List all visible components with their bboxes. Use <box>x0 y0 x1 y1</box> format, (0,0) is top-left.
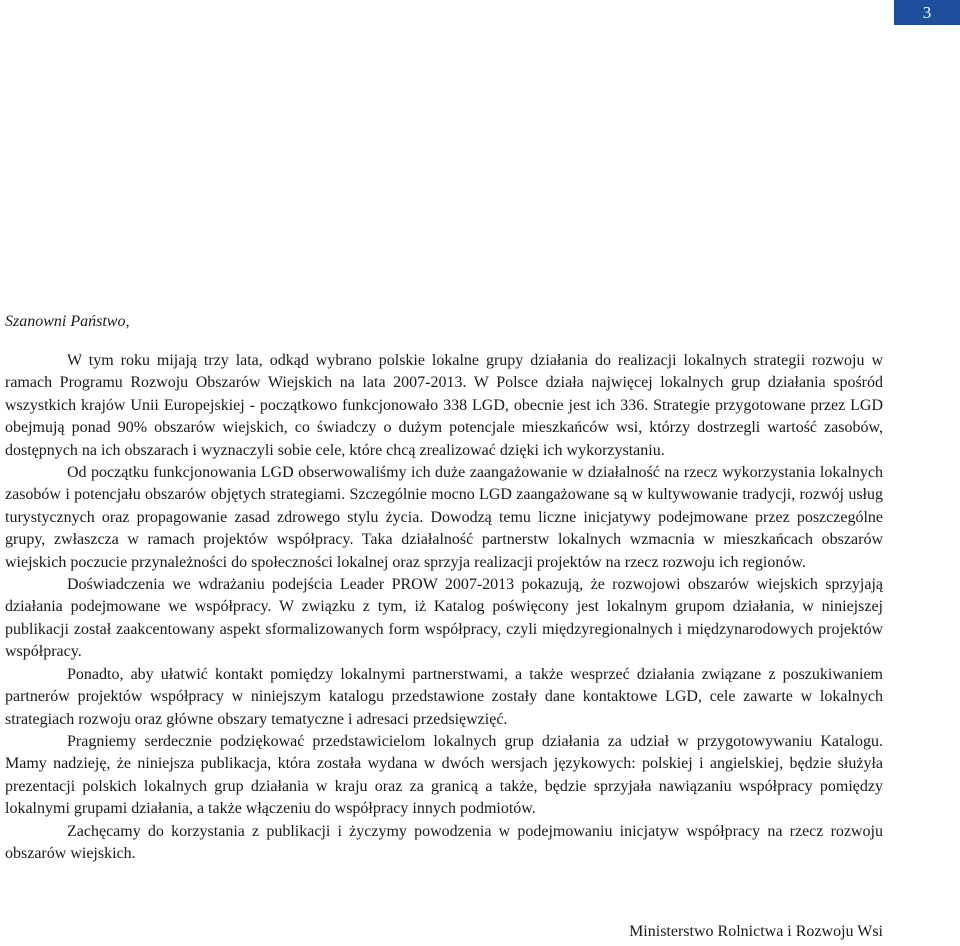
paragraph: W tym roku mijają trzy lata, odkąd wybrano polskie lokalne grupy działania do realizacji lokalnych strategii rozwoju w ramach Programu Rozwoju Obszarów Wiejskich na lata 2007-2013. W Polsce działa najwięcej lokalnych grup działania spośród wszystkich krajów Unii Europejskiej - początkowo funkcjonowało 338 LGD, obecnie jest ich 336. Strategie przygotowane przez LGD obejmują ponad 90% obszarów wiejskich, co świadczy o dużym potencjale mieszkańców wsi, którzy dostrzegli wartość zasobów, dostępnych na ich obszarach i wyznaczyli sobie cele, które chcą zrealizować dzięki ich wykorzystaniu. <box>5 352 883 459</box>
page-number: 3 <box>894 0 960 25</box>
salutation: Szanowni Państwo, <box>5 313 130 330</box>
paragraph: Zachęcamy do korzystania z publikacji i życzymy powodzenia w podejmowaniu inicjatyw współpracy na rzecz rozwoju obszarów wiejskich. <box>5 822 883 862</box>
paragraph: Doświadczenia we wdrażaniu podejścia Leader PROW 2007-2013 pokazują, że rozwojowi obszarów wiejskich sprzyjają działania podejmowane we współpracy. W związku z tym, iż Katalog poświęcony jest lokalnym grupom działania, w niniejszej publikacji został zaakcentowany aspekt sformalizowanych form współpracy, czyli międzyregionalnych i międzynarodowych projektów współpracy. <box>5 576 883 661</box>
paragraph: Ponadto, aby ułatwić kontakt pomiędzy lokalnymi partnerstwami, a także wesprzeć działania związane z poszukiwaniem partnerów projektów współpracy w niniejszym katalogu przedstawione zostały dane kontaktowe LGD, cele zawarte w lokalnych strategiach rozwoju oraz główne obszary tematyczne i adresaci przedsięwzięć. <box>5 665 883 728</box>
paragraph: Pragniemy serdecznie podziękować przedstawicielom lokalnych grup działania za udział w przygotowywaniu Katalogu. Mamy nadzieję, że niniejsza publikacja, która została wydana w dwóch wersjach językowych: polskiej i angielskiej, będzie służyła prezentacji polskich lokalnych grup działania w kraju oraz za granicą a także, będzie sprzyjała nawiązaniu współpracy pomiędzy lokalnymi grupami działania, a także włączeniu do współpracy innych podmiotów. <box>5 732 883 818</box>
signature: Ministerstwo Rolnictwa i Rozwoju Wsi <box>629 923 883 940</box>
letter-body <box>5 350 883 865</box>
paragraph: Od początku funkcjonowania LGD obserwowaliśmy ich duże zaangażowanie w działalność na rzecz wykorzystania lokalnych zasobów i potencjału obszarów objętych strategiami. Szczególnie mocno LGD zaangażowane są w kultywowanie tradycji, rozwój usług turystycznych oraz propagowanie zasad zdrowego stylu życia. Dowodzą temu liczne inicjatywy podejmowane przez poszczególne grupy, zwłaszcza w ramach projektów współpracy. Taka działalność partnerstw lokalnych wzmacnia w mieszkańcach obszarów wiejskich poczucie przynależności do społeczności lokalnej oraz sprzyja realizacji projektów na rzecz rozwoju ich regionów. <box>5 464 883 571</box>
